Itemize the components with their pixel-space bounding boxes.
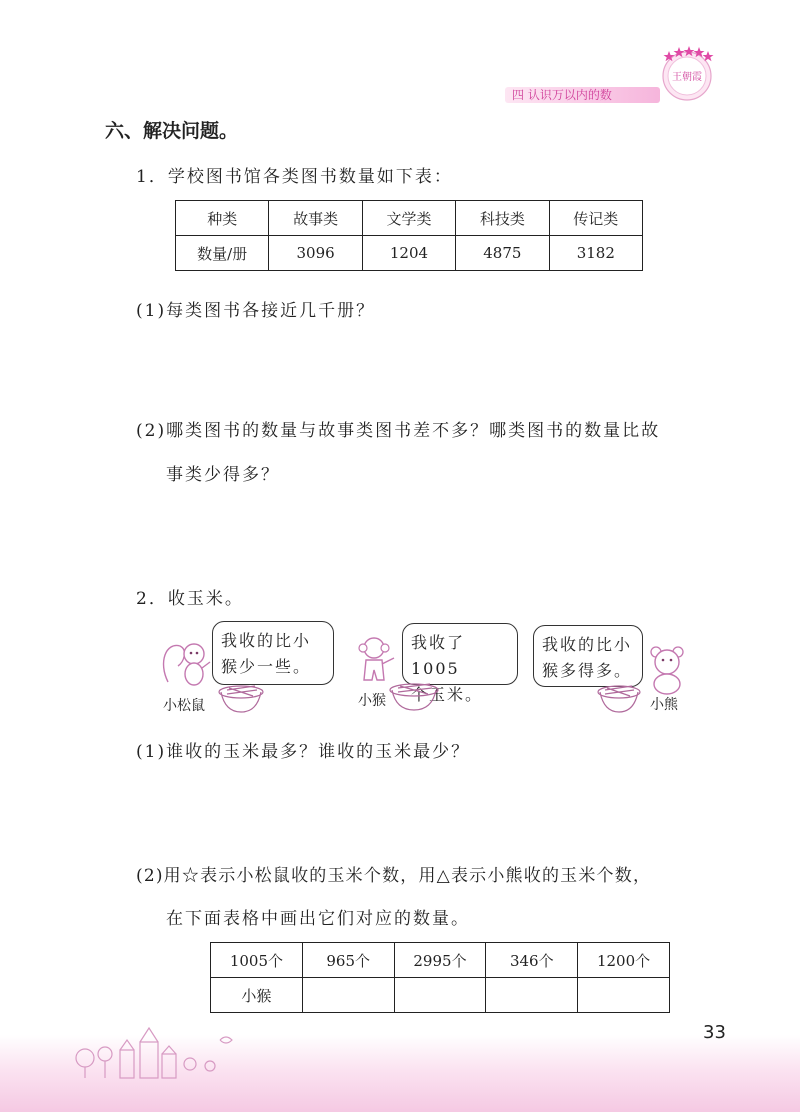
table-header-cell: 文学类: [362, 201, 455, 236]
table-header-cell: 1005个: [211, 943, 303, 978]
squirrel-illustration: [158, 632, 218, 692]
corn-basket-icon: [386, 680, 442, 712]
footer-castle-decoration: [60, 1020, 280, 1080]
svg-text:王朝霞: 王朝霞: [672, 72, 702, 83]
answer-cell[interactable]: [302, 978, 394, 1013]
bubble-line: 我收的比小: [221, 631, 312, 650]
bear-illustration: [646, 644, 688, 696]
monkey-label: 小猴: [358, 693, 386, 709]
table-header-cell: 346个: [486, 943, 578, 978]
bubble-line: 个玉米。: [411, 685, 484, 704]
table-header-cell: 1200个: [578, 943, 670, 978]
table-row: [176, 201, 643, 236]
bubble-line: 我收的比小: [542, 635, 633, 654]
problem2-question2-line1: (2)用☆表示小松鼠收的玉米个数，用△表示小熊收的玉米个数，: [136, 866, 652, 886]
problem1-question2-line2: 事类少得多？: [166, 465, 280, 485]
table-row: [176, 236, 643, 271]
bubble-line: 我收了1005: [411, 633, 466, 678]
table-header-cell: 故事类: [269, 201, 362, 236]
monkey-speech-bubble: [402, 623, 518, 704]
problem2-question2-line2: 在下面表格中画出它们对应的数量。: [166, 909, 470, 929]
bear-label: 小熊: [650, 697, 678, 713]
table-row: [211, 978, 670, 1013]
table-cell: 3182: [549, 236, 642, 271]
table-header-cell: 传记类: [549, 201, 642, 236]
table-header-cell: 种类: [176, 201, 269, 236]
bear-speech-bubble: [533, 625, 643, 687]
table-header-cell: 2995个: [394, 943, 486, 978]
table-row-label: 数量/册: [176, 236, 269, 271]
corn-basket-icon: [594, 682, 644, 714]
problem2-prompt: 2．收玉米。: [136, 589, 244, 609]
section-title: 六、解决问题。: [105, 120, 239, 142]
bubble-line: 猴多得多。: [542, 661, 633, 680]
corn-count-table: [210, 942, 670, 1013]
answer-cell[interactable]: [578, 978, 670, 1013]
problem1-question1: (1)每类图书各接近几千册？: [136, 301, 376, 321]
book-count-table: [175, 200, 643, 271]
page-number: 33: [703, 1022, 726, 1043]
problem1-question2-line1: (2)哪类图书的数量与故事类图书差不多？哪类图书的数量比故: [136, 421, 661, 441]
corn-basket-icon: [215, 682, 267, 714]
squirrel-label: 小松鼠: [163, 698, 205, 714]
squirrel-speech-bubble: [212, 621, 334, 685]
chapter-title: 四 认识万以内的数: [512, 88, 612, 102]
table-row: [211, 943, 670, 978]
table-header-cell: 965个: [302, 943, 394, 978]
table-cell: 3096: [269, 236, 362, 271]
table-row-label: 小猴: [211, 978, 303, 1013]
table-header-cell: 科技类: [456, 201, 549, 236]
brand-badge-logo: [656, 42, 718, 104]
table-cell: 1204: [362, 236, 455, 271]
answer-cell[interactable]: [486, 978, 578, 1013]
table-cell: 4875: [456, 236, 549, 271]
bubble-line: 猴少一些。: [221, 657, 312, 676]
problem2-question1: (1)谁收的玉米最多？谁收的玉米最少？: [136, 742, 471, 762]
answer-cell[interactable]: [394, 978, 486, 1013]
problem1-prompt: 1．学校图书馆各类图书数量如下表：: [136, 167, 453, 187]
